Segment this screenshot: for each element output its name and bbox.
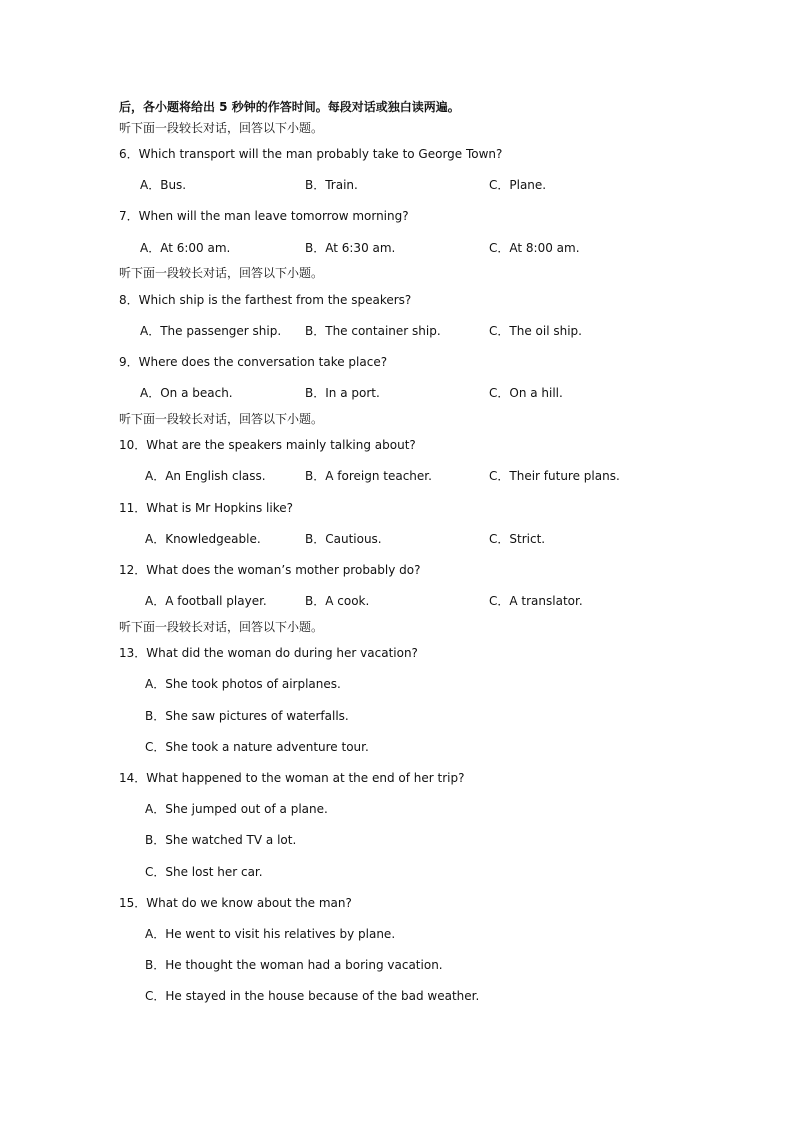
option-10a: A．An English class. <box>145 469 266 483</box>
option-8b: B．The container ship. <box>305 324 441 338</box>
question-13: 13．What did the woman do during her vacation? <box>119 646 418 660</box>
question-11: 11．What is Mr Hopkins like? <box>119 501 293 515</box>
question-12: 12．What does the woman’s mother probably do? <box>119 563 421 577</box>
option-8a: A．The passenger ship. <box>140 324 282 338</box>
option-12a: A．A football player. <box>145 594 267 608</box>
option-14a: A．She jumped out of a plane. <box>145 802 328 816</box>
option-15c: C．He stayed in the house because of the bad weather. <box>145 989 480 1003</box>
option-10c: C．Their future plans. <box>489 469 620 483</box>
option-11c: C．Strict. <box>489 532 546 546</box>
question-14: 14．What happened to the woman at the end of her trip? <box>119 771 465 785</box>
option-6a: A．Bus. <box>140 178 187 192</box>
option-11a: A．Knowledgeable. <box>145 532 261 546</box>
option-9b: B．In a port. <box>305 386 380 400</box>
option-9a: A．On a beach. <box>140 386 233 400</box>
option-9c: C．On a hill. <box>489 386 563 400</box>
option-15b: B．He thought the woman had a boring vacation. <box>145 958 443 972</box>
option-12c: C．A translator. <box>489 594 583 608</box>
option-6c: C．Plane. <box>489 178 547 192</box>
option-14c: C．She lost her car. <box>145 865 263 879</box>
section-instruction: 听下面一段较长对话，回答以下小题。 <box>119 620 324 634</box>
question-7: 7．When will the man leave tomorrow morning? <box>119 209 409 223</box>
option-11b: B．Cautious. <box>305 532 382 546</box>
option-13a: A．She took photos of airplanes. <box>145 677 341 691</box>
question-15: 15．What do we know about the man? <box>119 896 352 910</box>
option-15a: A．He went to visit his relatives by plane. <box>145 927 396 941</box>
question-10: 10．What are the speakers mainly talking about? <box>119 438 416 452</box>
option-6b: B．Train. <box>305 178 358 192</box>
option-13c: C．She took a nature adventure tour. <box>145 740 369 754</box>
option-14b: B．She watched TV a lot. <box>145 833 297 847</box>
section-instruction: 听下面一段较长对话，回答以下小题。 <box>119 266 324 280</box>
section-instruction: 听下面一段较长对话，回答以下小题。 <box>119 412 324 426</box>
option-10b: B．A foreign teacher. <box>305 469 432 483</box>
option-7c: C．At 8:00 am. <box>489 241 580 255</box>
question-9: 9．Where does the conversation take place? <box>119 355 388 369</box>
option-8c: C．The oil ship. <box>489 324 582 338</box>
option-7b: B．At 6:30 am. <box>305 241 396 255</box>
question-6: 6．Which transport will the man probably take to George Town? <box>119 147 503 161</box>
option-12b: B．A cook. <box>305 594 370 608</box>
section-instruction: 听下面一段较长对话，回答以下小题。 <box>119 121 324 135</box>
question-8: 8．Which ship is the farthest from the speakers? <box>119 293 412 307</box>
intro-line: 后，各小题将给出 5 秒钟的作答时间。每段对话或独白读两遍。 <box>119 100 460 114</box>
option-13b: B．She saw pictures of waterfalls. <box>145 709 349 723</box>
option-7a: A．At 6:00 am. <box>140 241 231 255</box>
